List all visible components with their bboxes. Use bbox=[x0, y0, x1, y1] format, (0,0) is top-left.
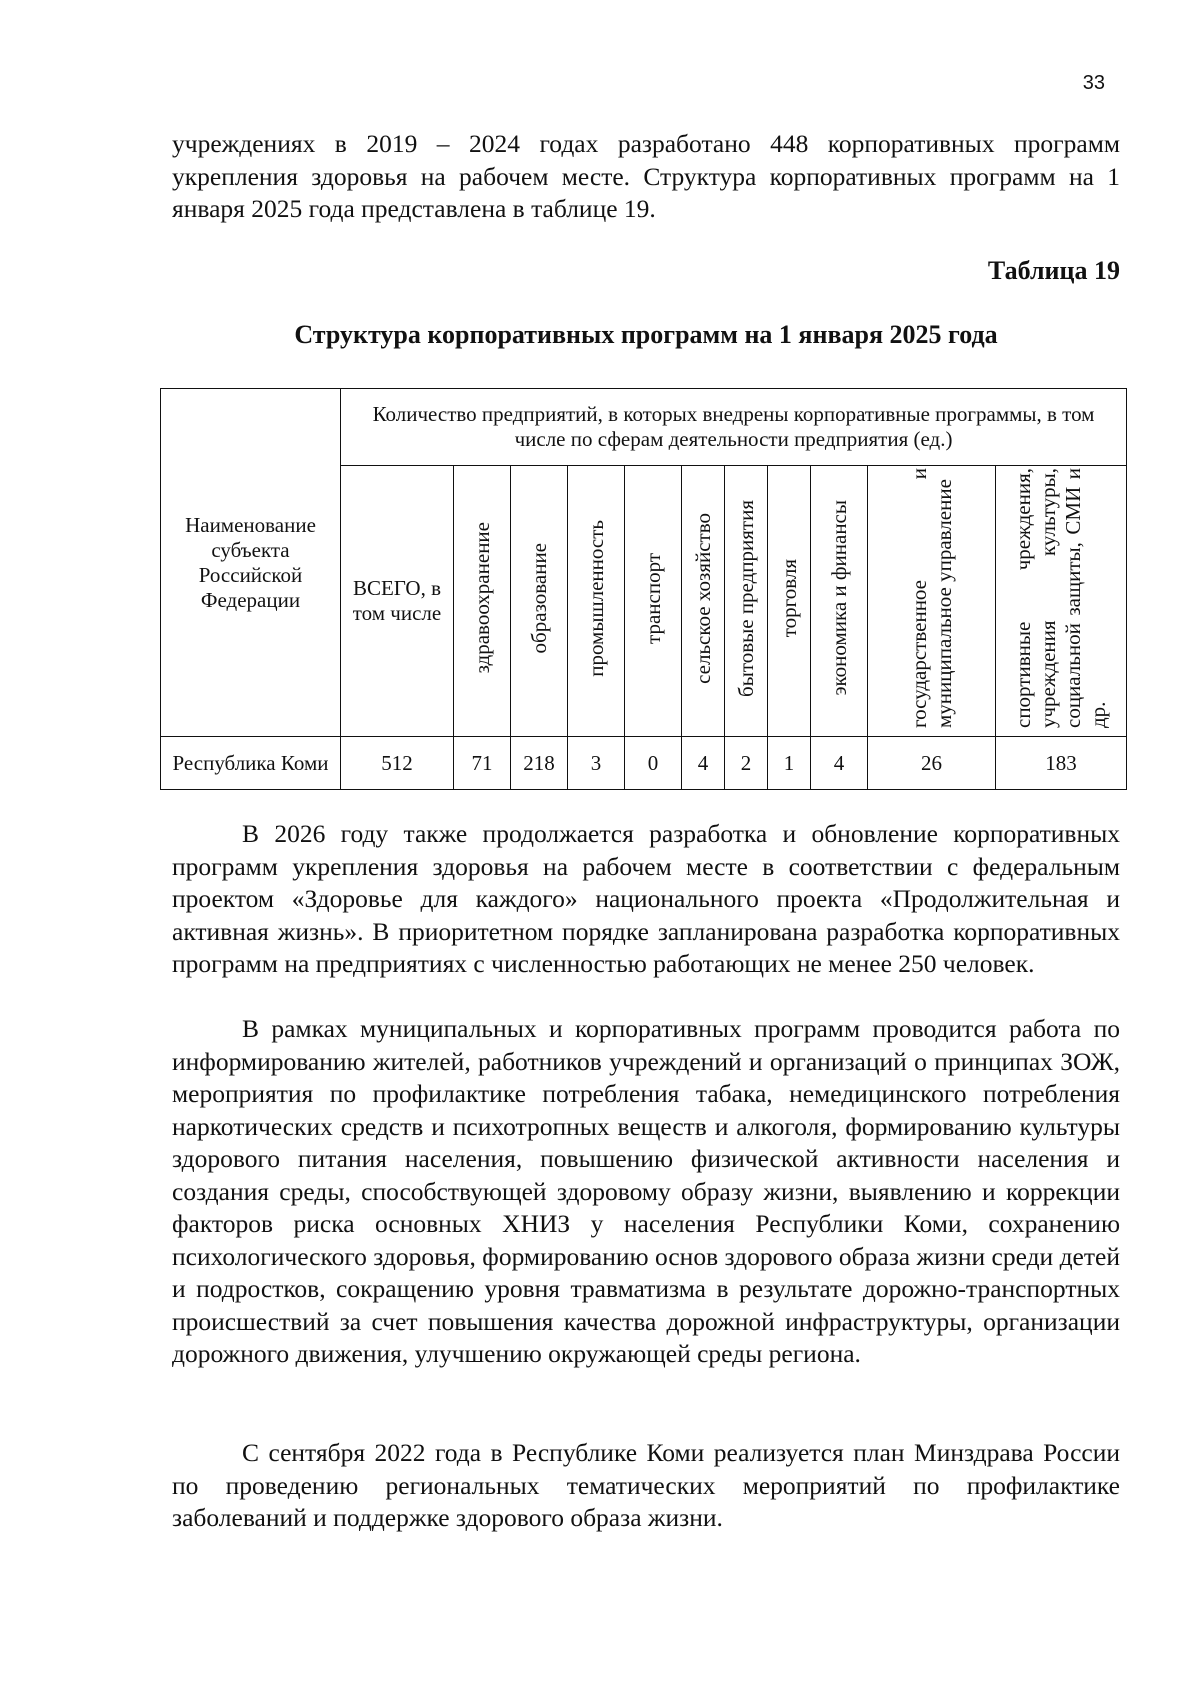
row-value: 0 bbox=[625, 737, 682, 790]
header-col-sports-culture bbox=[996, 466, 1127, 737]
header-col-label: государственное и муниципальное управление bbox=[906, 468, 956, 728]
header-col-label: здравоохранение bbox=[469, 522, 494, 674]
header-col-government bbox=[868, 466, 996, 737]
header-col-education bbox=[511, 466, 568, 737]
table-label: Таблица 19 bbox=[987, 256, 1120, 285]
header-col-label: бытовые предприятия bbox=[733, 499, 758, 697]
body-paragraph: В рамках муниципальных и корпоративных программ проводится работа по информированию жителей, работников учреждений и организаций о принципах ЗОЖ, мероприятия по профилактике потребления табака, немедицинского потребления наркотических средств и психотропных веществ и алкоголя, формированию культуры здорового питания населения, повышению физической активности населения и создания среды, способствующей здоровому образу жизни, выявлению и коррекции факторов риска основных ХНИЗ у населения Республики Коми, сохранению психологического здоровья, формированию основ здорового образа жизни среди детей и подростков, сокращению уровня травматизма в результате дорожно-транспортных происшествий за счет повышения качества дорожной инфраструктуры, организации дорожного движения, улучшению окружающей среды региона. bbox=[172, 1014, 1120, 1368]
header-col-transport bbox=[625, 466, 682, 737]
header-col-label: образование bbox=[526, 542, 551, 654]
intro-paragraph: учреждениях в 2019 – 2024 годах разработано 448 корпоративных программ укрепления здоровья на рабочем месте. Структура корпоративных программ на 1 января 2025 года представлена в таблице 19. bbox=[172, 129, 1120, 223]
row-value: 3 bbox=[568, 737, 625, 790]
row-value: 2 bbox=[725, 737, 768, 790]
row-value: 183 bbox=[996, 737, 1127, 790]
header-col-economics bbox=[811, 466, 868, 737]
header-col-label: промышленность bbox=[583, 519, 608, 677]
header-col-agriculture bbox=[682, 466, 725, 737]
header-col-label: спортивные чреждения, учреждения культуры, социальной защиты, СМИ и др. bbox=[1011, 468, 1111, 728]
row-value: 26 bbox=[868, 737, 996, 790]
header-col-trade bbox=[768, 466, 811, 737]
body-paragraph: С сентября 2022 года в Республике Коми реализуется план Минздрава России по проведению региональных тематических мероприятий по профилактике заболеваний и поддержке здорового образа жизни. bbox=[172, 1438, 1120, 1532]
table-title: Структура корпоративных программ на 1 января 2025 года bbox=[294, 320, 998, 349]
table-header-row bbox=[161, 389, 1127, 466]
header-col-healthcare bbox=[454, 466, 511, 737]
header-col-label: экономика и финансы bbox=[826, 500, 851, 696]
header-col-label: транспорт bbox=[640, 552, 665, 644]
header-col-label: торговля bbox=[776, 558, 801, 638]
body-paragraph: В 2026 году также продолжается разработка и обновление корпоративных программ укрепления здоровья на рабочем месте в соответствии с федеральным проектом «Здоровье для каждого» национального проекта «Продолжительная и активная жизнь». В приоритетном порядке запланирована разработка корпоративных программ на предприятиях с численностью работающих не менее 250 человек. bbox=[172, 819, 1120, 978]
row-total: 512 bbox=[341, 737, 454, 790]
row-value: 71 bbox=[454, 737, 511, 790]
corporate-programs-table bbox=[160, 388, 1127, 790]
header-col-industry bbox=[568, 466, 625, 737]
header-main: Количество предприятий, в которых внедрены корпоративные программы, в том числе по сферам деятельности предприятия (ед.) bbox=[341, 389, 1127, 466]
row-value: 4 bbox=[811, 737, 868, 790]
row-value: 218 bbox=[511, 737, 568, 790]
row-subject: Республика Коми bbox=[161, 737, 341, 790]
page-number: 33 bbox=[1082, 72, 1105, 94]
header-total: ВСЕГО, в том числе bbox=[341, 466, 454, 737]
row-value: 4 bbox=[682, 737, 725, 790]
header-subject: Наименование субъекта Российской Федерации bbox=[161, 389, 341, 737]
header-col-household bbox=[725, 466, 768, 737]
row-value: 1 bbox=[768, 737, 811, 790]
table-row bbox=[161, 737, 1127, 790]
header-col-label: сельское хозяйство bbox=[690, 512, 715, 684]
